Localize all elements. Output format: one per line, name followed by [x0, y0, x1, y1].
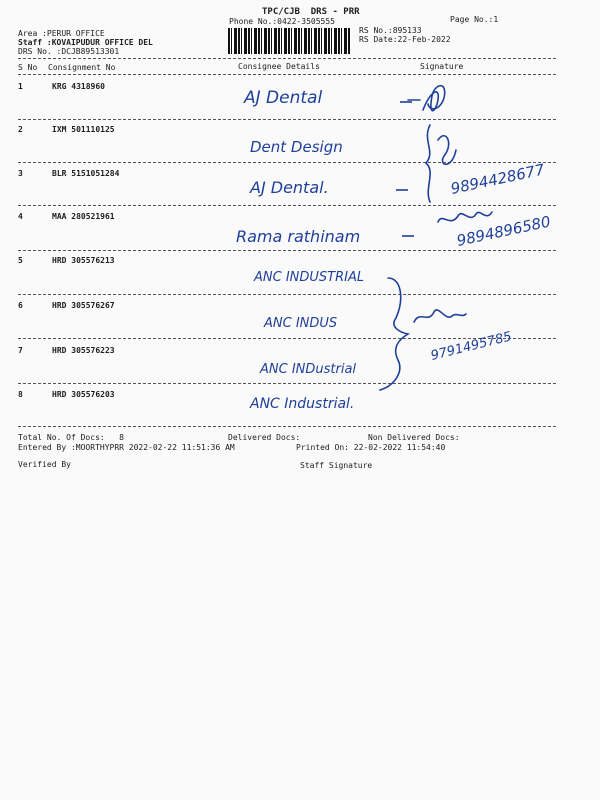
drs-number: DRS No. :DCJB89513301 [18, 47, 120, 56]
rs-number: RS No.:895133 [359, 26, 422, 35]
staff-label: Staff :KOVAIPUDUR OFFICE DEL [18, 38, 153, 47]
signature-scribble [438, 212, 492, 222]
row-sno: 4 [18, 212, 23, 221]
handwritten-consignee: ANC INDUSTRIAL [254, 270, 365, 285]
non-delivered-docs: Non Delivered Docs: [368, 433, 460, 442]
row-sno: 5 [18, 256, 23, 265]
handwritten-phone: 9791495785 [429, 329, 514, 364]
handwritten-consignee: AJ Dental [244, 88, 323, 108]
signature-scribble [414, 310, 466, 322]
row-consignment-no: HRD 305576267 [52, 301, 115, 310]
staff-signature: Staff Signature [300, 461, 373, 470]
row-consignment-no: MAA 280521961 [52, 212, 115, 221]
column-header-consignment: Consignment No [48, 63, 116, 72]
area-label: Area :PERUR OFFICE [18, 29, 105, 38]
row-sno: 6 [18, 301, 23, 310]
printed-on: Printed On: 22-02-2022 11:54:40 [296, 443, 446, 452]
handwritten-consignee: AJ Dental. [250, 178, 329, 197]
row-consignment-no: KRG 4318960 [52, 82, 105, 91]
handwritten-consignee: ANC INDUS [264, 316, 338, 331]
row-consignment-no: HRD 305576213 [52, 256, 115, 265]
signature-scribble [438, 136, 456, 165]
row-sno: 8 [18, 390, 23, 399]
handwritten-consignee: Dent Design [250, 138, 343, 156]
total-docs: Total No. Of Docs: 8 [18, 433, 124, 442]
handwritten-consignee: Rama rathinam [236, 227, 361, 246]
bracket [426, 125, 430, 202]
delivered-docs: Delivered Docs: [228, 433, 301, 442]
page-number: Page No.:1 [450, 15, 499, 24]
row-consignment-no: HRD 305576223 [52, 346, 115, 355]
phone-number: Phone No.:0422-3505555 [229, 17, 335, 26]
rs-date: RS Date:22-Feb-2022 [359, 35, 451, 44]
signature-scribble [408, 86, 445, 111]
row-sno: 2 [18, 125, 23, 134]
row-consignment-no: IXM 501110125 [52, 125, 115, 134]
handwritten-phone: 9894428677 [449, 160, 547, 198]
column-header-sno: S No [18, 63, 38, 72]
entered-by: Entered By :MOORTHYPRR 2022-02-22 11:51:36 AM [18, 443, 235, 452]
handwritten-consignee: ANC Industrial. [250, 396, 355, 412]
document-title: TPC/CJB DRS - PRR [262, 7, 360, 17]
row-sno: 3 [18, 169, 23, 178]
handwritten-consignee: ANC INDustrial [260, 362, 357, 377]
row-consignment-no: BLR 5151051284 [52, 169, 120, 178]
handwritten-phone: 9894896580 [455, 212, 553, 250]
column-header-signature: Signature [420, 62, 464, 71]
column-header-consignee: Consignee Details [238, 62, 320, 71]
row-sno: 1 [18, 82, 23, 91]
row-sno: 7 [18, 346, 23, 355]
row-consignment-no: HRD 305576203 [52, 390, 115, 399]
verified-by: Verified By [18, 460, 71, 469]
bracket [380, 278, 408, 390]
